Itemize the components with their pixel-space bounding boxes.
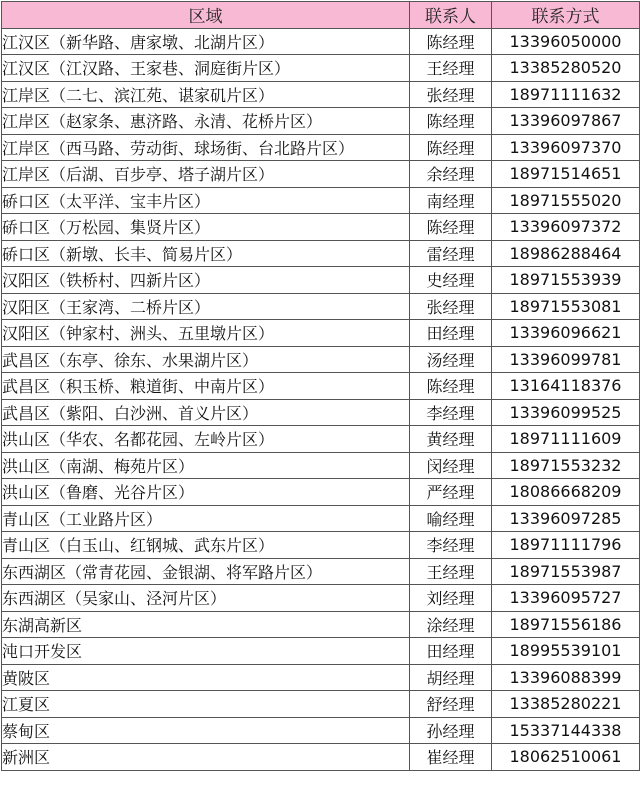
contact-person-cell: 黄经理 <box>410 426 492 453</box>
phone-cell: 13396097867 <box>492 108 640 135</box>
phone-cell: 18995539101 <box>492 638 640 665</box>
region-cell: 江岸区（二七、滨江苑、谌家矶片区） <box>2 81 410 108</box>
region-cell: 蔡甸区 <box>2 717 410 744</box>
phone-cell: 18062510061 <box>492 744 640 771</box>
contact-person-cell: 张经理 <box>410 293 492 320</box>
contact-person-cell: 崔经理 <box>410 744 492 771</box>
region-cell: 东西湖区（吴家山、泾河片区） <box>2 585 410 612</box>
region-cell: 青山区（白玉山、红钢城、武东片区） <box>2 532 410 559</box>
table-row <box>2 638 640 665</box>
contact-person-cell: 余经理 <box>410 161 492 188</box>
contact-person-cell: 田经理 <box>410 320 492 347</box>
table-row <box>2 346 640 373</box>
header-row <box>2 2 640 29</box>
table-row <box>2 558 640 585</box>
region-cell: 汉阳区（铁桥村、四新片区） <box>2 267 410 294</box>
contact-person-cell: 南经理 <box>410 187 492 214</box>
region-cell: 江汉区（江汉路、王家巷、洞庭街片区） <box>2 55 410 82</box>
table-row <box>2 240 640 267</box>
phone-cell: 18971553939 <box>492 267 640 294</box>
region-cell: 黄陂区 <box>2 664 410 691</box>
table-row <box>2 293 640 320</box>
phone-cell: 18971111609 <box>492 426 640 453</box>
region-cell: 洪山区（鲁磨、光谷片区） <box>2 479 410 506</box>
table-row <box>2 28 640 55</box>
table-row <box>2 585 640 612</box>
table-row <box>2 320 640 347</box>
table-row <box>2 505 640 532</box>
table-row <box>2 452 640 479</box>
contact-person-cell: 陈经理 <box>410 108 492 135</box>
region-cell: 江岸区（后湖、百步亭、塔子湖片区） <box>2 161 410 188</box>
contact-person-cell: 王经理 <box>410 55 492 82</box>
contact-person-cell: 李经理 <box>410 532 492 559</box>
header-contact-person: 联系人 <box>410 2 492 29</box>
region-cell: 江汉区（新华路、唐家墩、北湖片区） <box>2 28 410 55</box>
region-cell: 洪山区（南湖、梅苑片区） <box>2 452 410 479</box>
contact-person-cell: 雷经理 <box>410 240 492 267</box>
contact-person-cell: 孙经理 <box>410 717 492 744</box>
region-cell: 江岸区（西马路、劳动街、球场街、台北路片区） <box>2 134 410 161</box>
phone-cell: 18971553987 <box>492 558 640 585</box>
region-cell: 汉阳区（王家湾、二桥片区） <box>2 293 410 320</box>
table-row <box>2 373 640 400</box>
region-cell: 江夏区 <box>2 691 410 718</box>
phone-cell: 13396099525 <box>492 399 640 426</box>
contact-table <box>1 1 640 771</box>
phone-cell: 18986288464 <box>492 240 640 267</box>
contact-person-cell: 喻经理 <box>410 505 492 532</box>
region-cell: 硚口区（新墩、长丰、简易片区） <box>2 240 410 267</box>
contact-person-cell: 严经理 <box>410 479 492 506</box>
contact-person-cell: 张经理 <box>410 81 492 108</box>
phone-cell: 13396099781 <box>492 346 640 373</box>
region-cell: 汉阳区（钟家村、洲头、五里墩片区） <box>2 320 410 347</box>
header-phone: 联系方式 <box>492 2 640 29</box>
phone-cell: 15337144338 <box>492 717 640 744</box>
region-cell: 沌口开发区 <box>2 638 410 665</box>
table-row <box>2 744 640 771</box>
header-region: 区域 <box>2 2 410 29</box>
contact-person-cell: 陈经理 <box>410 134 492 161</box>
table-row <box>2 81 640 108</box>
table-row <box>2 161 640 188</box>
contact-person-cell: 汤经理 <box>410 346 492 373</box>
phone-cell: 18971553081 <box>492 293 640 320</box>
contact-person-cell: 刘经理 <box>410 585 492 612</box>
table-row <box>2 134 640 161</box>
phone-cell: 13396097372 <box>492 214 640 241</box>
contact-person-cell: 李经理 <box>410 399 492 426</box>
table-row <box>2 55 640 82</box>
table-row <box>2 611 640 638</box>
contact-person-cell: 舒经理 <box>410 691 492 718</box>
phone-cell: 18971555020 <box>492 187 640 214</box>
table-row <box>2 108 640 135</box>
phone-cell: 18971553232 <box>492 452 640 479</box>
contact-person-cell: 胡经理 <box>410 664 492 691</box>
phone-cell: 13164118376 <box>492 373 640 400</box>
contact-person-cell: 史经理 <box>410 267 492 294</box>
phone-cell: 18971514651 <box>492 161 640 188</box>
region-cell: 洪山区（华农、名都花园、左岭片区） <box>2 426 410 453</box>
table-header <box>2 2 640 29</box>
table-row <box>2 532 640 559</box>
phone-cell: 13396096621 <box>492 320 640 347</box>
phone-cell: 18971111796 <box>492 532 640 559</box>
contact-person-cell: 王经理 <box>410 558 492 585</box>
phone-cell: 13396097285 <box>492 505 640 532</box>
region-cell: 硚口区（太平洋、宝丰片区） <box>2 187 410 214</box>
phone-cell: 18086668209 <box>492 479 640 506</box>
contact-person-cell: 陈经理 <box>410 373 492 400</box>
contact-person-cell: 陈经理 <box>410 214 492 241</box>
table-row <box>2 717 640 744</box>
region-cell: 东湖高新区 <box>2 611 410 638</box>
phone-cell: 13396088399 <box>492 664 640 691</box>
phone-cell: 18971556186 <box>492 611 640 638</box>
table-row <box>2 664 640 691</box>
region-cell: 东西湖区（常青花园、金银湖、将军路片区） <box>2 558 410 585</box>
table-row <box>2 426 640 453</box>
table-body <box>2 28 640 770</box>
contact-person-cell: 闵经理 <box>410 452 492 479</box>
table-row <box>2 399 640 426</box>
phone-cell: 13396050000 <box>492 28 640 55</box>
region-cell: 武昌区（东亭、徐东、水果湖片区） <box>2 346 410 373</box>
phone-cell: 13396095727 <box>492 585 640 612</box>
phone-cell: 13385280221 <box>492 691 640 718</box>
table-row <box>2 479 640 506</box>
contact-person-cell: 田经理 <box>410 638 492 665</box>
table-row <box>2 187 640 214</box>
table-row <box>2 267 640 294</box>
region-cell: 青山区（工业路片区） <box>2 505 410 532</box>
region-cell: 江岸区（赵家条、惠济路、永清、花桥片区） <box>2 108 410 135</box>
table-row <box>2 214 640 241</box>
region-cell: 新洲区 <box>2 744 410 771</box>
phone-cell: 13385280520 <box>492 55 640 82</box>
phone-cell: 13396097370 <box>492 134 640 161</box>
contact-person-cell: 涂经理 <box>410 611 492 638</box>
table-row <box>2 691 640 718</box>
region-cell: 武昌区（积玉桥、粮道街、中南片区） <box>2 373 410 400</box>
region-cell: 武昌区（紫阳、白沙洲、首义片区） <box>2 399 410 426</box>
region-cell: 硚口区（万松园、集贤片区） <box>2 214 410 241</box>
phone-cell: 18971111632 <box>492 81 640 108</box>
contact-person-cell: 陈经理 <box>410 28 492 55</box>
